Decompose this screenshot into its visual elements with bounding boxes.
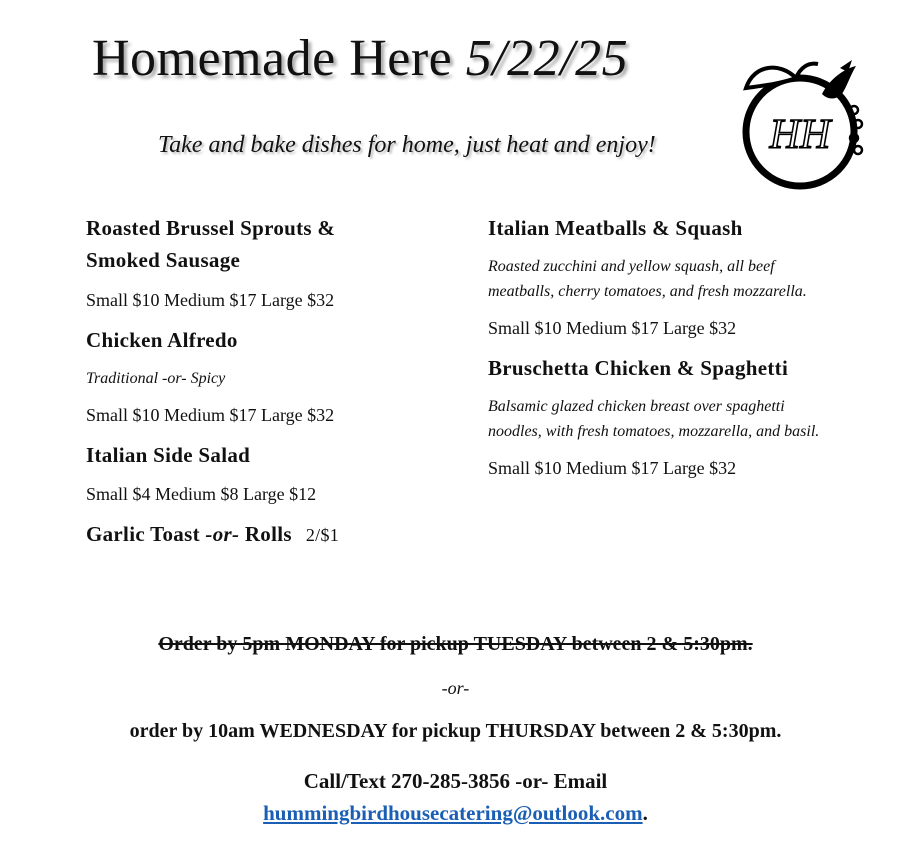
title-date: 5/22/25 [465,30,629,87]
subtitle: Take and bake dishes for home, just heat and enjoy! [158,132,656,158]
menu-item-description: Roasted zucchini and yellow squash, all beef meatballs, cherry tomatoes, and fresh mozzarella. [488,258,807,300]
period: . [642,801,648,825]
menu-item-price: 2/$1 [305,525,340,545]
old-order-deadline: Order by 5pm MONDAY for pickup TUESDAY between 2 & 5:30pm. [158,633,753,655]
contact-info [0,765,911,829]
email-link[interactable]: hummingbirdhousecatering@outlook.com [263,801,643,825]
or-separator: -or- [441,678,470,698]
menu-item-name: Italian Side Salad [86,443,251,467]
menu-item-name: Roasted Brussel Sprouts & Smoked Sausage [86,216,336,272]
title-text: Homemade Here [92,30,453,87]
menu-item-description: Traditional -or- Spicy [86,370,226,387]
hummingbird-logo [736,54,870,194]
menu-item-price: Small $4 Medium $8 Large $12 [86,484,317,504]
menu-item-name: Bruschetta Chicken & Spaghetti [488,356,789,380]
menu-item-description: Balsamic glazed chicken breast over spaghetti noodles, with fresh tomatoes, mozzarella, and basil. [488,398,820,440]
menu-item-price: Small $10 Medium $17 Large $32 [488,458,737,478]
order-deadline: order by 10am WEDNESDAY for pickup THURSDAY between 2 & 5:30pm. [129,720,782,742]
menu-item-name: Italian Meatballs & Squash [488,216,743,240]
menu-item-price: Small $10 Medium $17 Large $32 [488,318,737,338]
contact-phone: Call/Text 270-285-3856 -or- Email [303,769,608,793]
menu-item-name: Chicken Alfredo [86,328,238,352]
menu-item-name: Garlic Toast -or- Rolls 2/$1 [86,522,340,546]
page-title [92,30,628,87]
right-menu-column [488,212,833,492]
left-menu-column [86,212,446,551]
menu-item-price: Small $10 Medium $17 Large $32 [86,290,335,310]
menu-item-price: Small $10 Medium $17 Large $32 [86,405,335,425]
logo-initials: HH [769,112,831,158]
